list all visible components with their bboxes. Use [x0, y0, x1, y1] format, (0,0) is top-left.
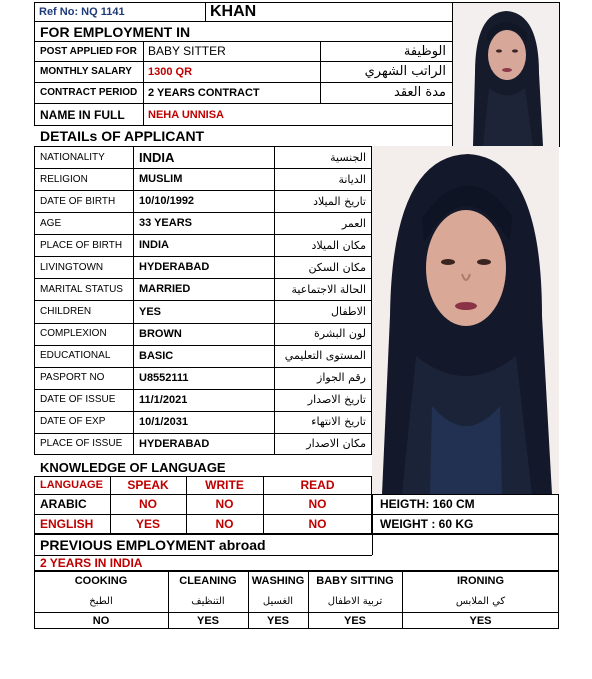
weight-value: WEIGHT : 60 KG — [380, 517, 474, 531]
skill-washing-arabic: الغسيل — [262, 595, 294, 607]
detail-label-place-of-issue: PLACE OF ISSUE — [40, 438, 123, 450]
ref-number: Ref No: NQ 1141 — [34, 2, 206, 22]
detail-label-complexion: COMPLEXION — [40, 328, 107, 340]
detail-label-age: AGE — [40, 217, 62, 229]
detail-value-nationality: INDIA — [139, 149, 175, 165]
detail-arabic-religion: الديانة — [338, 172, 366, 186]
lang-header-language: LANGUAGE — [40, 479, 103, 491]
contract-label: CONTRACT PERIOD — [40, 87, 138, 98]
skill-cleaning: CLEANING — [179, 574, 237, 587]
detail-value-marital-status: MARRIED — [139, 283, 191, 296]
english-speak: YES — [135, 517, 160, 531]
detail-arabic-date-of-issue: تاريخ الاصدار — [307, 393, 366, 407]
detail-label-marital-status: MARITAL STATUS — [40, 283, 123, 295]
divider — [372, 534, 373, 555]
detail-arabic-place-of-birth: مكان الميلاد — [311, 238, 366, 252]
name-label: NAME IN FULL — [40, 108, 125, 122]
surname: KHAN — [205, 2, 453, 22]
detail-value-livingtown: HYDERABAD — [139, 261, 210, 274]
post-arabic: الوظيفة — [403, 43, 446, 59]
skill-cleaning-value: YES — [196, 614, 219, 627]
detail-value-children: YES — [139, 305, 162, 318]
skill-ironing-arabic: كي الملابس — [455, 595, 506, 607]
salary-value: 1300 QR — [148, 65, 193, 78]
detail-label-date-of-birth: DATE OF BIRTH — [40, 195, 116, 207]
skill-cooking: COOKING — [74, 574, 128, 587]
detail-label-religion: RELIGION — [40, 173, 88, 185]
lang-header-read: READ — [300, 478, 335, 492]
contract-value: 2 YEARS CONTRACT — [148, 86, 260, 99]
arabic-read: NO — [308, 497, 327, 511]
previous-title: PREVIOUS EMPLOYMENT abroad — [40, 537, 266, 553]
detail-arabic-children: الاطفال — [331, 305, 366, 319]
detail-arabic-place-of-issue: مكان الاصدار — [306, 437, 366, 451]
detail-value-place-of-issue: HYDERABAD — [139, 437, 210, 450]
detail-arabic-pasport-no: رقم الجواز — [317, 371, 366, 385]
detail-arabic-livingtown: مكان السكن — [308, 260, 366, 274]
height-value: HEIGTH: 160 CM — [380, 497, 475, 511]
skill-ironing: IRONING — [456, 574, 505, 587]
detail-label-place-of-birth: PLACE OF BIRTH — [40, 239, 123, 251]
post-label: POST APPLIED FOR — [40, 45, 137, 57]
lang-arabic: ARABIC — [40, 497, 87, 511]
form-title: FOR EMPLOYMENT IN — [40, 23, 191, 40]
detail-arabic-age: العمر — [341, 216, 366, 230]
skill-cleaning-arabic: التنظيف — [191, 595, 225, 607]
detail-label-educational: EDUCATIONAL — [40, 350, 111, 362]
detail-label-livingtown: LIVINGTOWN — [40, 261, 104, 273]
arabic-speak: NO — [139, 497, 157, 511]
previous-subtitle: 2 YEARS IN INDIA — [40, 556, 143, 570]
salary-arabic: الراتب الشهري — [364, 64, 446, 79]
detail-label-pasport-no: PASPORT NO — [40, 372, 105, 384]
skill-baby-sitting-value: YES — [343, 614, 366, 627]
detail-arabic-nationality: الجنسية — [330, 150, 366, 164]
detail-value-complexion: BROWN — [139, 327, 182, 340]
detail-value-educational: BASIC — [139, 349, 174, 362]
arabic-write: NO — [215, 497, 234, 511]
detail-value-pasport-no: U8552111 — [139, 371, 189, 384]
detail-arabic-educational: المستوى التعليمي — [284, 349, 366, 363]
detail-label-nationality: NATIONALITY — [40, 151, 105, 163]
english-read: NO — [308, 517, 327, 531]
applicant-photo-large — [372, 146, 559, 494]
detail-arabic-date-of-birth: تاريخ الميلاد — [313, 194, 366, 208]
detail-label-children: CHILDREN — [40, 306, 92, 318]
skill-cooking-value: NO — [92, 614, 110, 627]
detail-label-date-of-issue: DATE OF ISSUE — [40, 394, 116, 406]
english-write: NO — [215, 517, 234, 531]
detail-value-date-of-issue: 11/1/2021 — [139, 393, 188, 406]
divider — [320, 41, 321, 103]
detail-arabic-complexion: لون البشرة — [314, 327, 366, 341]
lang-english: ENGLISH — [40, 517, 94, 531]
skill-baby-sitting: BABY SITTING — [316, 574, 394, 587]
language-title: KNOWLEDGE OF LANGUAGE — [40, 459, 226, 475]
lang-header-write: WRITE — [205, 478, 244, 492]
detail-value-religion: MUSLIM — [139, 173, 183, 186]
skill-washing: WASHING — [251, 574, 305, 587]
contract-arabic: مدة العقد — [394, 85, 446, 100]
detail-value-age: 33 YEARS — [139, 217, 192, 230]
detail-value-date-of-exp: 10/1/2031 — [139, 415, 188, 428]
detail-label-date-of-exp: DATE OF EXP — [40, 416, 106, 428]
detail-value-date-of-birth: 10/10/1992 — [139, 195, 195, 208]
skill-ironing-value: YES — [469, 614, 492, 627]
post-value: BABY SITTER — [148, 44, 226, 58]
skill-washing-value: YES — [266, 614, 289, 627]
detail-arabic-marital-status: الحالة الاجتماعية — [291, 282, 366, 296]
detail-value-place-of-birth: INDIA — [139, 239, 169, 252]
detail-arabic-date-of-exp: تاريخ الانتهاء — [311, 415, 366, 429]
name-value: NEHA UNNISA — [148, 109, 224, 121]
applicant-photo-small — [452, 2, 560, 147]
skill-baby-sitting-arabic: تربية الاطفال — [327, 595, 383, 607]
lang-header-speak: SPEAK — [127, 478, 169, 492]
details-title: DETAILs OF APPLICANT — [40, 128, 205, 144]
skill-cooking-arabic: الطبخ — [89, 595, 113, 607]
salary-label: MONTHLY SALARY — [40, 66, 132, 77]
